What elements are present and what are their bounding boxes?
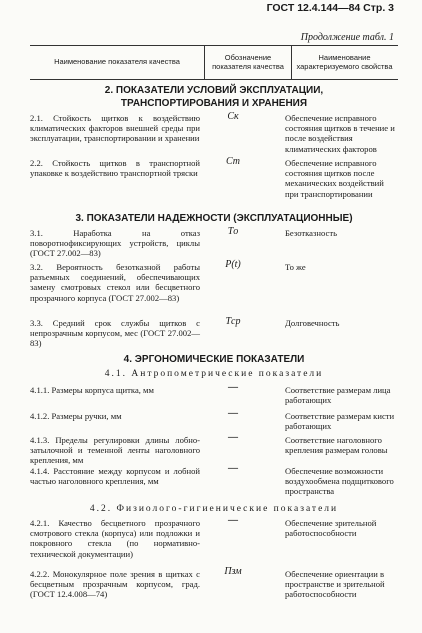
table-row-name: 4.2.2. Монокулярное поле зрения в щитках с бесцветным прозрачным корпусом, град. (ГОСТ 12.4.008—74) xyxy=(30,569,200,600)
table-row-symbol: Tо xyxy=(227,226,239,237)
table-row-property: Обеспечение возможности воздухообмена подщиткового пространства xyxy=(285,466,394,497)
table-row-symbol: Cт xyxy=(226,156,240,167)
column-header-property: Наименование характеризуемого свойства xyxy=(296,53,393,71)
column-header-symbol: Обозначение показателя качества xyxy=(204,46,292,79)
table-row-name: 3.2. Вероятность безотказной работы разъемных соединений, обеспечивающих замену смотровых стекол или бесцветного прозрачного корпуса (ГОСТ 27.002—83) xyxy=(30,262,200,303)
table-row-symbol: — xyxy=(228,382,238,393)
table-row-property: То же xyxy=(285,262,306,272)
table-row-name: 3.1. Наработка на отказ поворотнофиксирующих устройств, циклы (ГОСТ 27.002—83) xyxy=(30,228,200,259)
table-row-name: 3.3. Средний срок службы щитков с непрозрачным корпусом, мес (ГОСТ 27.002—83) xyxy=(30,318,200,349)
table-row-symbol: Tср xyxy=(225,316,241,327)
table-row-property: Обеспечение ориентации в пространстве и зрительной работоспособности xyxy=(285,569,385,600)
table-row-symbol: Пзм xyxy=(224,566,242,577)
table-row-symbol: — xyxy=(228,463,238,474)
subsection-title: 4.2. Физиолого-гигиенические показатели xyxy=(89,504,339,514)
table-row-property: Обеспечение исправного состояния щитков после механических воздействий при транспортировании xyxy=(285,158,384,199)
table-row-property: Обеспечение зрительной работоспособности xyxy=(285,518,377,539)
table-header xyxy=(30,45,398,80)
subsection-title: 4.1. Антропометрические показатели xyxy=(104,369,324,379)
table-row-name: 4.1.4. Расстояние между корпусом и лобной частью наголовного крепления, мм xyxy=(30,466,200,487)
section-title: 3. ПОКАЗАТЕЛИ НАДЕЖНОСТИ (ЭКСПЛУАТАЦИОННЫЕ) xyxy=(75,213,353,224)
table-row-name: 4.1.3. Пределы регулировки длины лобно-затылочной и теменной ленты наголовного крепления, мм xyxy=(30,435,200,466)
table-row-property: Безотказность xyxy=(285,228,337,238)
table-row-symbol: — xyxy=(228,515,238,526)
table-row-symbol: — xyxy=(228,432,238,443)
table-row-name: 4.1.1. Размеры корпуса щитка, мм xyxy=(30,385,154,395)
table-row-property: Долговечность xyxy=(285,318,340,328)
table-row-name: 4.2.1. Качество бесцветного прозрачного смотрового стекла (корпуса) или подложки и покровного стекла (по нормативно-технической документации) xyxy=(30,518,200,559)
page-header: ГОСТ 12.4.144—84 Стр. 3 xyxy=(266,2,394,14)
table-row-property: Соответствие наголовного крепления размерам головы xyxy=(285,435,388,456)
table-row-symbol: P(t) xyxy=(225,259,241,270)
table-row-property: Соответствие размерам кисти работающих xyxy=(285,411,395,432)
table-row-name: 2.1. Стойкость щитков к воздействию климатических факторов внешней среды при эксплуатации, транспортировании и хранении xyxy=(30,113,200,144)
table-row-symbol: — xyxy=(228,408,238,419)
table-row-property: Обеспечение исправного состояния щитков в течение и после воздействия климатических факторов xyxy=(285,113,395,154)
table-row-name: 2.2. Стойкость щитков в транспортной упаковке к воздействию транспортной тряски xyxy=(30,158,200,179)
section-title: 2. ПОКАЗАТЕЛИ УСЛОВИЙ ЭКСПЛУАТАЦИИ, xyxy=(104,85,324,96)
table-row-property: Соответствие размерам лица работающих xyxy=(285,385,391,406)
table-row-name: 4.1.2. Размеры ручки, мм xyxy=(30,411,122,421)
section-title: ТРАНСПОРТИРОВАНИЯ И ХРАНЕНИЯ xyxy=(120,98,308,109)
column-header-name: Наименование показателя качества xyxy=(54,57,180,67)
table-continuation-label: Продолжение табл. 1 xyxy=(300,32,394,43)
section-title: 4. ЭРГОНОМИЧЕСКИЕ ПОКАЗАТЕЛИ xyxy=(123,354,305,365)
table-row-symbol: Cк xyxy=(227,111,239,122)
